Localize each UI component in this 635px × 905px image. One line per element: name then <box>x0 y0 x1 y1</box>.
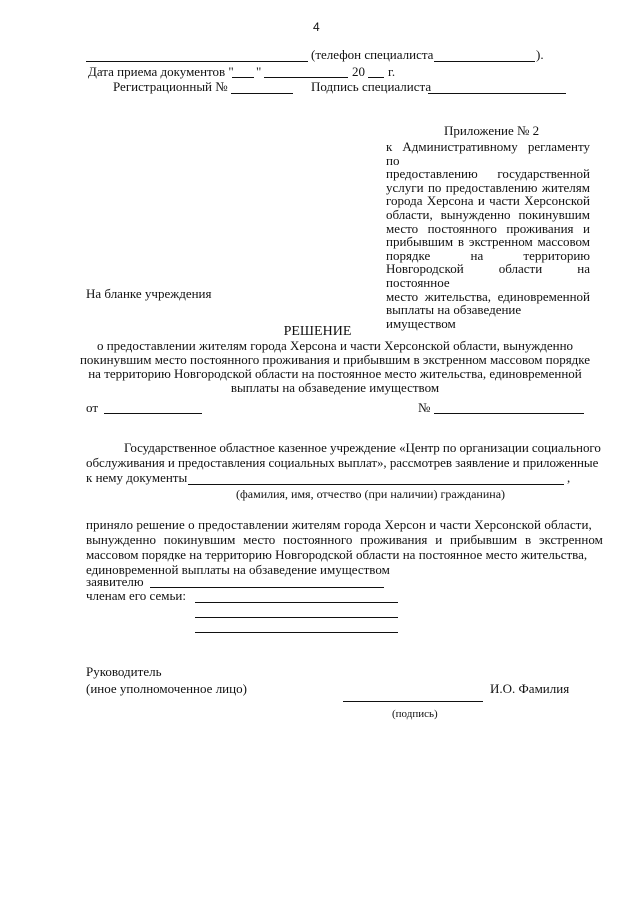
decision-title: РЕШЕНИЕ <box>283 324 352 339</box>
docs-line <box>188 484 564 485</box>
registration-line <box>231 93 293 94</box>
appendix-line: порядке на территорию <box>386 247 590 263</box>
docs-end: , <box>567 470 571 485</box>
appendix-line: услуги по предоставлению жителям <box>386 179 590 195</box>
appendix-line: к Административному регламенту по <box>386 139 590 168</box>
family-label: членам его семьи: <box>86 588 186 603</box>
head-signature-line <box>343 701 483 702</box>
appendix-line: место постоянного проживания и <box>386 220 590 236</box>
family-line <box>195 632 398 633</box>
phone-end: ). <box>536 47 544 62</box>
date-year-line <box>368 77 384 78</box>
date-month-line <box>264 77 348 78</box>
number-label: № <box>418 400 431 415</box>
appendix-line: города Херсона и части Херсонской <box>386 193 590 209</box>
fio-caption: (фамилия, имя, отчество (при наличии) гражданина) <box>236 487 506 501</box>
decision-line: массовом порядке на территорию Новгородской области на постоянное место жительства, <box>86 547 588 562</box>
name-placeholder: И.О. Фамилия <box>490 681 570 696</box>
family-line <box>195 617 398 618</box>
registration-label: Регистрационный № <box>113 79 228 94</box>
decision-subtitle-line: покинувшим место постоянного проживания и прибывшим в экстренном массовом порядке <box>79 352 591 367</box>
decision-number-line <box>434 413 584 414</box>
from-label: от <box>86 400 99 415</box>
head-label: Руководитель <box>86 664 162 679</box>
date-day-line <box>232 77 254 78</box>
decision-subtitle-line: выплаты на обзаведение имуществом <box>230 380 440 395</box>
specialist-signature-line <box>428 93 566 94</box>
appendix-line: Новгородской области на постоянное <box>386 261 590 290</box>
applicant-label: заявителю <box>86 574 144 589</box>
decision-subtitle-line: о предоставлении жителям города Херсона и части Херсонской области, вынужденно <box>96 338 574 353</box>
date-year-prefix: 20 <box>352 64 365 79</box>
letterhead-note: На бланке учреждения <box>86 286 212 301</box>
family-line <box>195 602 398 603</box>
appendix-title: Приложение № 2 <box>444 123 540 138</box>
appendix-line: предоставлению государственной <box>386 166 590 182</box>
phone-label: (телефон специалиста <box>311 47 434 62</box>
specialist-name-line <box>86 61 308 62</box>
intro-line: Государственное областное казенное учреждение «Центр по организации социального <box>124 440 601 455</box>
decision-line: единовременной выплаты на обзаведение имуществом <box>86 562 390 577</box>
signature-caption: (подпись) <box>392 708 438 720</box>
appendix-line: области, вынужденно покинувшим <box>386 206 590 222</box>
appendix-line: выплаты на обзаведение имуществом <box>386 302 522 331</box>
decision-subtitle-line: на территорию Новгородской области на постоянное место жительства, единовременной <box>88 366 582 381</box>
page-number: 4 <box>313 20 320 34</box>
date-quote: " <box>256 64 262 79</box>
appendix-text <box>386 140 590 330</box>
appendix-line: место жительства, единовременной <box>386 288 590 304</box>
decision-line: приняло решение о предоставлении жителям города Херсон и части Херсонской области, <box>86 517 592 532</box>
signature-label: Подпись специалиста <box>311 79 432 94</box>
date-year-suffix: г. <box>388 64 396 79</box>
decision-date-line <box>104 413 202 414</box>
authorized-label: (иное уполномоченное лицо) <box>86 681 247 696</box>
date-label: Дата приема документов " <box>88 64 234 79</box>
decision-line: вынужденно покинувшим место постоянного проживания и прибывшим в экстренном <box>86 532 603 547</box>
phone-line <box>434 61 535 62</box>
intro-line: обслуживания и предоставления социальных выплат», рассмотрев заявление и приложенные <box>86 455 599 470</box>
appendix-line: прибывшим в экстренном массовом <box>386 234 590 250</box>
docs-label: к нему документы <box>86 470 188 485</box>
